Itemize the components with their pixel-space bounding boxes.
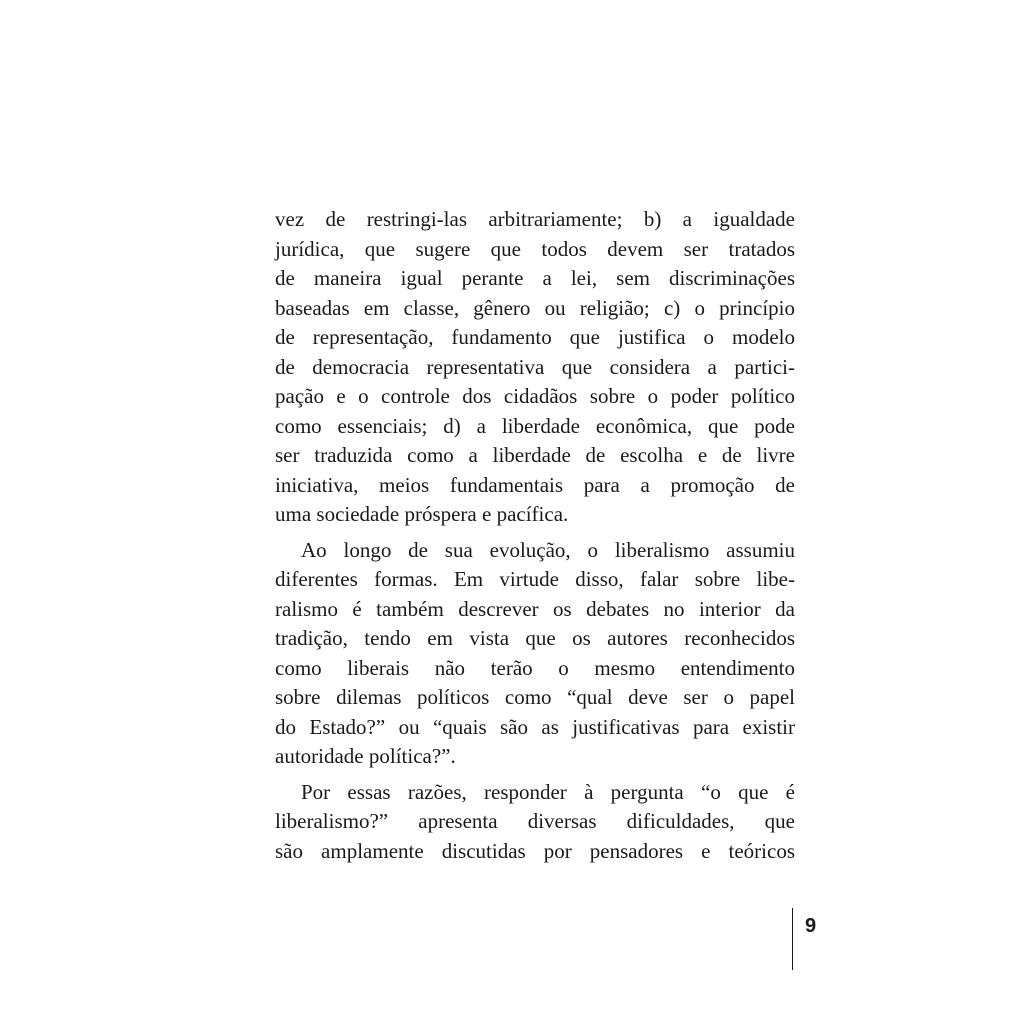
text-line: tradição, tendo em vista que os autores reconhecidos: [275, 626, 795, 650]
text-line: como essenciais; d) a liberdade econômica, que pode: [275, 413, 795, 438]
text-line: são amplamente discutidas por pensadores e teóricos: [275, 838, 795, 863]
text-line: ser traduzida como a liberdade de escolha e de livre: [275, 443, 795, 467]
paragraph-2: [275, 536, 795, 772]
text-line: uma sociedade próspera e pacífica.: [275, 502, 569, 526]
paragraph-1: [275, 205, 795, 530]
text-line: vez de restringi-las arbitrariamente; b) a igualdade: [275, 207, 795, 231]
text-line: liberalismo?” apresenta diversas dificuldades, que: [275, 809, 795, 833]
page-number-rule: [792, 908, 793, 970]
text-line: ralismo é também descrever os debates no interior da: [275, 596, 795, 621]
text-line: iniciativa, meios fundamentais para a promoção de: [275, 472, 795, 497]
paragraph-3: [275, 778, 795, 867]
text-line: de representação, fundamento que justifica o modelo: [275, 325, 795, 349]
text-line: como liberais não terão o mesmo entendimento: [275, 655, 795, 680]
text-line: pação e o controle dos cidadãos sobre o poder político: [275, 384, 795, 408]
text-line: autoridade política?”.: [275, 744, 456, 768]
text-line: jurídica, que sugere que todos devem ser tratados: [275, 236, 795, 261]
body-text: [275, 205, 795, 866]
text-line: de maneira igual perante a lei, sem discriminações: [275, 266, 795, 290]
text-line: Por essas razões, responder à pergunta “o que é: [301, 779, 795, 804]
text-line: de democracia representativa que considera a partici-: [275, 354, 795, 379]
text-line: sobre dilemas políticos como “qual deve ser o papel: [275, 685, 795, 709]
text-line: baseadas em classe, gênero ou religião; c) o princípio: [275, 295, 795, 320]
text-line: do Estado?” ou “quais são as justificativas para existir: [275, 714, 795, 739]
page-number: 9: [805, 915, 817, 937]
text-line: diferentes formas. Em virtude disso, falar sobre libe-: [275, 567, 795, 591]
text-line: Ao longo de sua evolução, o liberalismo assumiu: [301, 537, 795, 562]
